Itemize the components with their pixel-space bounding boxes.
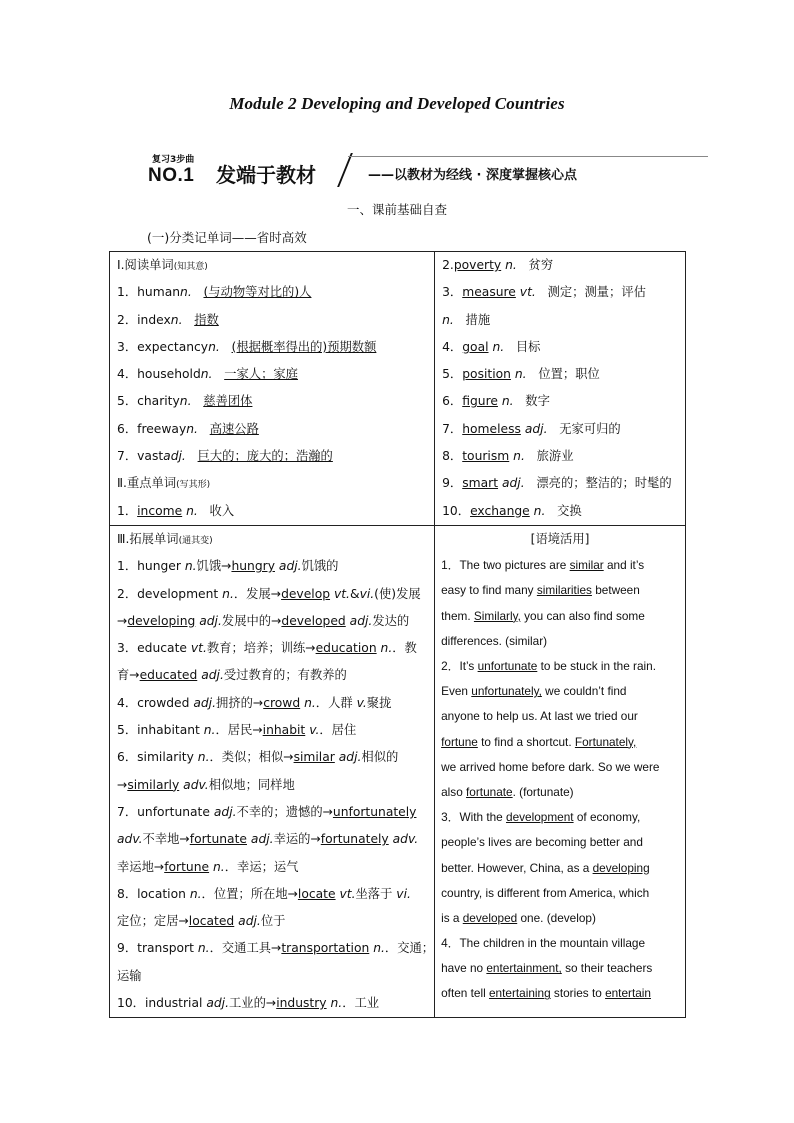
text: easy to find many <box>441 583 537 598</box>
part-of-speech: adj. <box>199 613 222 628</box>
text: 幸运地→ <box>117 859 165 874</box>
context-line <box>435 830 685 855</box>
key-word-item <box>435 416 685 443</box>
word-answer: industry <box>276 996 327 1011</box>
part-of-speech: n. <box>189 886 202 901</box>
text: 发达的 <box>372 613 410 628</box>
context-cell <box>435 525 686 1017</box>
text: ．幸运；运气 <box>224 859 299 874</box>
word-answer: develop <box>281 586 331 601</box>
expand-word-line <box>110 935 434 962</box>
text: 聚拢 <box>366 695 392 710</box>
expand-word-line <box>110 662 434 689</box>
text: of economy, <box>573 810 641 825</box>
word-answer: similarly <box>127 777 180 792</box>
text: 1．The two pictures are <box>441 558 570 573</box>
text: 不幸地→ <box>142 832 190 847</box>
key-word-item <box>435 470 685 497</box>
text: you can also find some <box>520 608 645 623</box>
text: better. However, China, as a <box>441 860 593 875</box>
section-heading: 一、课前基础自查 <box>346 202 447 217</box>
part-of-speech: adj. <box>501 476 525 491</box>
fill-answer: unfortunate <box>477 659 538 674</box>
text: (使)发展 <box>374 586 421 601</box>
part-of-speech: n. <box>213 859 225 874</box>
part-of-speech: adv. <box>392 832 419 847</box>
part-of-speech: n. <box>514 367 527 382</box>
context-line <box>435 604 685 629</box>
part-of-speech: adv. <box>183 777 209 792</box>
word-answer: unfortunately <box>332 804 417 819</box>
expand-word-line <box>110 717 434 744</box>
part-of-speech: n. <box>373 941 385 956</box>
reading-word-item <box>110 307 434 334</box>
word-answer: goal <box>462 339 489 354</box>
text: we arrived home before dark. So we were <box>441 759 660 774</box>
word-answer: hungry <box>231 559 275 574</box>
key-word-item <box>435 252 685 279</box>
text: we couldn’t find <box>541 684 627 699</box>
text: 饥饿的 <box>301 559 339 574</box>
text: 2．development <box>117 586 223 601</box>
part-of-speech: adj. <box>250 832 274 847</box>
part-of-speech: n. <box>179 394 192 409</box>
part-of-speech: n. <box>200 367 213 382</box>
key-word-item <box>435 334 685 361</box>
text: so their teachers <box>561 961 653 976</box>
word-answer: smart <box>462 476 499 491</box>
meaning: 措施 <box>465 312 491 327</box>
part-of-speech: adj. <box>201 668 224 683</box>
word-answer: located <box>188 914 235 929</box>
word-answer: locate <box>297 886 336 901</box>
key-word-item <box>435 443 685 470</box>
word-answer: fortunate <box>189 832 247 847</box>
part-of-speech: adj. <box>278 559 302 574</box>
part-of-speech: adj. <box>238 914 261 929</box>
fill-answer: entertaining <box>488 986 551 1001</box>
part-of-speech: v. <box>356 695 367 710</box>
text: ．发展→ <box>233 586 282 601</box>
fill-answer: Similarly, <box>473 608 521 623</box>
word: freeway <box>137 421 187 436</box>
banner-step-label: 复习3步曲 <box>152 155 195 165</box>
context-line <box>435 704 685 729</box>
expand-word-line <box>110 854 434 881</box>
expand-word-line <box>110 608 434 635</box>
context-line <box>435 805 685 830</box>
item-number: 4． <box>117 367 138 382</box>
text: also <box>441 784 467 799</box>
text: ．居民→ <box>215 723 263 738</box>
text: 8．location <box>117 886 190 901</box>
fill-answer: entertain <box>605 986 651 1001</box>
part-of-speech: n. <box>442 312 454 327</box>
part-of-speech: adj. <box>213 804 237 819</box>
meaning: 漂亮的；整洁的；时髦的 <box>536 476 672 491</box>
word-answer: developing <box>127 613 196 628</box>
expand-header: Ⅲ.拓展单词(通其变) <box>117 531 213 546</box>
context-line <box>435 956 685 981</box>
text: between <box>591 583 640 598</box>
part-of-speech: vi. <box>359 586 375 601</box>
part-of-speech: n. <box>304 695 316 710</box>
part-of-speech: v. <box>309 723 320 738</box>
item-number: 9． <box>442 476 463 491</box>
meaning: 测定；测量；评估 <box>547 285 646 300</box>
text: often tell <box>441 986 489 1001</box>
fill-answer: development <box>506 810 574 825</box>
text: ．居住 <box>319 723 357 738</box>
text: 2．It’s <box>441 659 478 674</box>
expand-word-line <box>110 635 434 662</box>
meaning-answer: (根据概率得出的)预期数额 <box>231 339 377 354</box>
word: vast <box>137 449 164 464</box>
expand-word-line <box>110 772 434 799</box>
banner-subtitle: ——以教材为经线 · 深度掌握核心点 <box>368 168 577 183</box>
reading-word-item <box>110 361 434 388</box>
text: Even <box>441 684 472 699</box>
text: them. <box>441 608 474 623</box>
word-answer: similar <box>293 750 335 765</box>
context-header: [语境活用] <box>530 531 590 546</box>
expand-word-line <box>110 990 434 1017</box>
reading-word-item <box>110 279 434 306</box>
text: & <box>349 586 360 601</box>
fill-answer: fortunate <box>466 784 513 799</box>
key-header: Ⅱ.重点单词(写其形) <box>117 476 211 491</box>
text: ．交通； <box>384 941 435 956</box>
text: anyone to help us. At last we tried our <box>441 709 638 724</box>
part-of-speech: n. <box>505 258 517 272</box>
reading-word-item <box>110 388 434 415</box>
reading-word-item <box>110 443 434 470</box>
key-word-item: 1．income n. 收入 <box>117 503 235 518</box>
text: 工业的→ <box>229 996 277 1011</box>
word-answer: crowd <box>263 695 301 710</box>
fill-answer: similarities <box>536 583 592 598</box>
expand-word-line <box>110 799 434 826</box>
word: index <box>137 312 171 327</box>
meaning-answer: (与动物等对比的)人 <box>203 285 312 300</box>
fill-answer: developed <box>462 910 518 925</box>
word-answer: educated <box>139 668 198 683</box>
part-of-speech: n. <box>180 285 192 300</box>
text: one. (develop) <box>517 910 596 925</box>
key-words-cell <box>435 252 686 526</box>
context-line <box>435 856 685 881</box>
text: and it’s <box>603 558 645 573</box>
item-number: 10． <box>442 503 471 518</box>
key-word-item <box>435 388 685 415</box>
word-answer: education <box>315 641 377 656</box>
word-answer: transportation <box>281 941 370 956</box>
text: 饥饿→ <box>196 559 232 574</box>
context-line <box>435 654 685 679</box>
part-of-speech: vt. <box>339 886 356 901</box>
section-banner <box>146 150 710 190</box>
context-line <box>435 730 685 755</box>
item-number: 8． <box>442 449 463 464</box>
vocab-table <box>109 251 686 1018</box>
item-number: 6． <box>442 394 463 409</box>
meaning-answer: 慈善团体 <box>203 394 253 409</box>
text: 3．educate <box>117 641 191 656</box>
word-answer: developed <box>281 613 346 628</box>
expand-word-line <box>110 963 434 990</box>
context-line <box>435 578 685 603</box>
text: to be stuck in the rain. <box>537 659 656 674</box>
fill-answer: similar <box>569 558 604 573</box>
part-of-speech: n. <box>330 996 343 1011</box>
subsection-heading: (一)分类记单词——省时高效 <box>147 230 307 245</box>
text: 相似的 <box>361 750 399 765</box>
part-of-speech: vt. <box>333 586 350 601</box>
text: 7．unfortunate <box>117 804 214 819</box>
item-number: 4． <box>442 339 463 354</box>
meaning: 交换 <box>557 503 582 518</box>
item-number: 6． <box>117 421 138 436</box>
part-of-speech: n. <box>197 941 210 956</box>
banner-main-title: 发端于教材 <box>216 163 316 187</box>
expand-word-line <box>110 690 434 717</box>
text: 6．similarity <box>117 750 198 765</box>
context-exercise-list <box>435 553 685 1006</box>
expand-word-line <box>110 581 434 608</box>
text: have no <box>441 961 487 976</box>
word: expectancy <box>137 339 209 354</box>
text: 不幸的；遗憾的→ <box>236 804 333 819</box>
text: 9．transport <box>117 941 198 956</box>
fill-answer: entertainment, <box>486 961 562 976</box>
part-of-speech: n. <box>222 586 234 601</box>
text: → <box>117 777 128 792</box>
context-line <box>435 629 685 654</box>
part-of-speech: vi. <box>396 886 411 901</box>
expand-word-list <box>110 553 434 1017</box>
item-number: 2. <box>442 258 454 272</box>
part-of-speech: n. <box>492 339 505 354</box>
expand-word-line <box>110 553 434 580</box>
meaning: 无家可归的 <box>559 421 621 436</box>
part-of-speech: n. <box>170 312 183 327</box>
context-line <box>435 553 685 578</box>
part-of-speech: adj. <box>338 750 362 765</box>
word-answer: tourism <box>462 449 510 464</box>
banner-slash-divider <box>337 153 353 187</box>
word-answer: inhabit <box>262 723 306 738</box>
part-of-speech: adj. <box>193 695 217 710</box>
part-of-speech: n. <box>513 449 525 464</box>
part-of-speech: adv. <box>117 832 143 847</box>
text: ．人群 <box>315 695 357 710</box>
text: ．教 <box>392 641 417 656</box>
part-of-speech: n. <box>184 559 197 574</box>
part-of-speech: n. <box>501 394 514 409</box>
key-word-item <box>435 361 685 388</box>
word-answer: figure <box>462 394 498 409</box>
banner-top-rule <box>348 156 708 157</box>
meaning-answer: 高速公路 <box>209 421 259 436</box>
reading-word-item <box>110 416 434 443</box>
text: 运输 <box>117 968 142 983</box>
meaning: 数字 <box>525 394 550 409</box>
reading-words-cell <box>110 252 435 526</box>
fill-answer: developing <box>592 860 650 875</box>
text: people’s lives are becoming better and <box>441 835 643 850</box>
text: 相似地；同样地 <box>208 777 295 792</box>
fill-answer: Fortunately, <box>574 734 637 749</box>
part-of-speech: n. <box>533 503 546 518</box>
text: 发展中的→ <box>221 613 282 628</box>
reading-header: Ⅰ.阅读单词(知其意) <box>117 258 208 272</box>
expand-word-line <box>110 908 434 935</box>
expand-word-line <box>110 826 434 853</box>
text: stories to <box>550 986 606 1001</box>
meaning: 目标 <box>515 339 541 354</box>
text: 1．hunger <box>117 559 185 574</box>
expand-words-cell <box>110 525 435 1017</box>
meaning: 贫穷 <box>528 258 554 272</box>
part-of-speech: n. <box>380 641 393 656</box>
text: 位于 <box>260 914 286 929</box>
item-number: 7． <box>117 449 138 464</box>
meaning: 位置；职位 <box>538 367 600 382</box>
page-title: Module 2 Developing and Developed Countries <box>229 94 565 113</box>
reading-word-list <box>110 279 434 470</box>
key-word-list <box>435 252 685 525</box>
part-of-speech: vt. <box>519 285 536 300</box>
item-number: 5． <box>117 394 138 409</box>
banner-number: NO.1 <box>148 165 195 186</box>
text: 定位；定居→ <box>117 914 189 929</box>
word: household <box>137 367 201 382</box>
part-of-speech: n. <box>186 421 198 436</box>
item-number: 3． <box>442 285 463 300</box>
text: 10．industrial <box>117 996 207 1011</box>
context-line <box>435 906 685 931</box>
context-line <box>435 780 685 805</box>
word: charity <box>137 394 180 409</box>
part-of-speech: vt. <box>190 641 207 656</box>
word-answer: position <box>462 367 511 382</box>
word-answer: fortunately <box>320 832 389 847</box>
context-line <box>435 755 685 780</box>
item-number: 7． <box>442 421 463 436</box>
text: to find a shortcut. <box>477 734 575 749</box>
meaning-answer: 巨大的；庞大的；浩瀚的 <box>197 449 333 464</box>
context-line <box>435 679 685 704</box>
context-line <box>435 981 685 1006</box>
key-word-item <box>435 279 685 306</box>
reading-word-item <box>110 334 434 361</box>
word-answer: fortune <box>164 859 210 874</box>
text: 5．inhabitant <box>117 723 204 738</box>
text: differences. (similar) <box>441 633 548 648</box>
text: country, is different from America, which <box>441 885 650 900</box>
context-line <box>435 881 685 906</box>
text: ．工业 <box>342 996 380 1011</box>
part-of-speech: n. <box>197 750 210 765</box>
item-number: 5． <box>442 367 463 382</box>
text: is a <box>441 910 463 925</box>
part-of-speech: adj. <box>349 613 373 628</box>
key-word-item <box>435 307 685 334</box>
word: human <box>137 285 181 300</box>
text: 幸运的→ <box>273 832 321 847</box>
text: 坐落于 <box>355 886 397 901</box>
word-answer: measure <box>462 285 516 300</box>
text: 3．With the <box>441 810 507 825</box>
part-of-speech: n. <box>208 339 220 354</box>
meaning: 旅游业 <box>536 449 574 464</box>
fill-answer: fortune <box>441 734 478 749</box>
item-number: 2． <box>117 312 138 327</box>
expand-word-line <box>110 744 434 771</box>
text: ．交通工具→ <box>209 941 282 956</box>
meaning-answer: 指数 <box>194 312 219 327</box>
text: 育→ <box>117 668 140 683</box>
text: ．位置；所在地→ <box>201 886 298 901</box>
part-of-speech: adj. <box>163 449 186 464</box>
item-number: 1． <box>117 285 138 300</box>
expand-word-line <box>110 881 434 908</box>
text: . (fortunate) <box>512 784 574 799</box>
meaning-answer: 一家人；家庭 <box>224 367 298 382</box>
word-answer: poverty <box>453 258 502 272</box>
word-answer: exchange <box>470 503 530 518</box>
context-line <box>435 931 685 956</box>
key-word-item <box>435 498 685 525</box>
text: ．类似；相似→ <box>209 750 294 765</box>
item-number: 3． <box>117 339 138 354</box>
text: 教育；培养；训练→ <box>206 641 316 656</box>
text: 拥挤的→ <box>216 695 264 710</box>
text: 受过教育的；有教养的 <box>223 668 347 683</box>
part-of-speech: adj. <box>524 421 548 436</box>
part-of-speech: n. <box>203 723 216 738</box>
text: 4．The children in the mountain village <box>441 936 646 951</box>
fill-answer: unfortunately, <box>471 684 542 699</box>
part-of-speech: adj. <box>206 996 229 1011</box>
text: → <box>117 613 128 628</box>
text: 4．crowded <box>117 695 194 710</box>
word-answer: homeless <box>462 421 521 436</box>
